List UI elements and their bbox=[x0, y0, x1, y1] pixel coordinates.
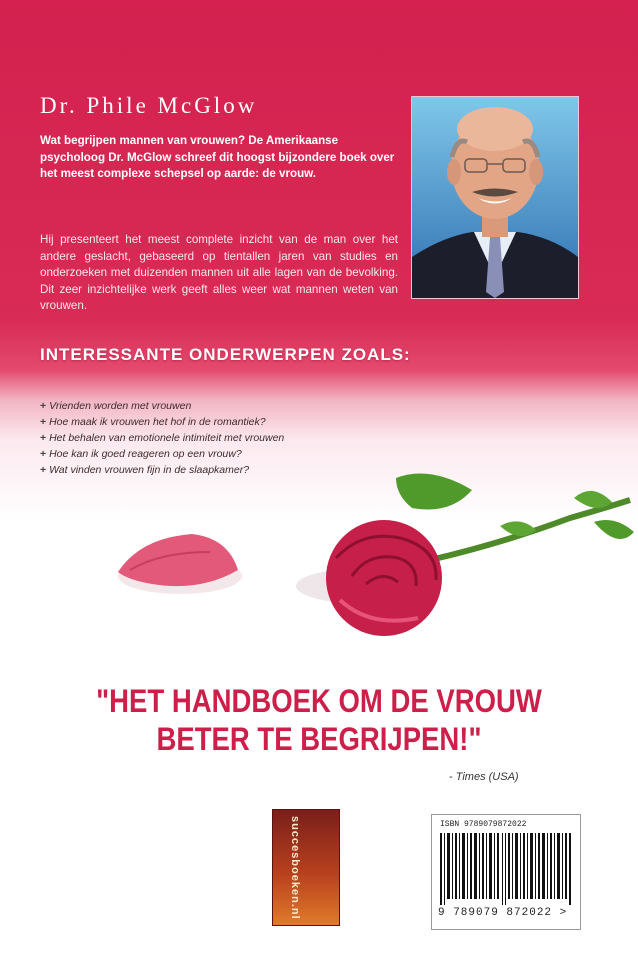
description-paragraph: Hij presenteert het meest complete inzicht van de man over het andere geslacht, gebaseerd op tientallen jaren van studies en onderzoeken met duizenden mannen uit alle lagen van de bevolking. Dit zeer inzichtelijke werk geeft alles weer wat mannen weten van vrouwen. bbox=[40, 233, 398, 312]
topic-item: + Het behalen van emotionele intimiteit met vrouwen bbox=[40, 430, 284, 446]
rose-illustration bbox=[100, 460, 638, 660]
isbn-number: 9 789079 872022 > bbox=[438, 907, 568, 919]
topic-item: + Wat vinden vrouwen fijn in de slaapkamer? bbox=[40, 462, 284, 478]
quote-source-prefix: - bbox=[449, 771, 456, 783]
author-photo bbox=[411, 96, 579, 299]
topic-item: + Hoe maak ik vrouwen het hof in de romantiek? bbox=[40, 414, 284, 430]
quote-source-name: Times (USA) bbox=[455, 771, 519, 783]
isbn-barcode bbox=[431, 814, 581, 930]
topic-item: + Vrienden worden met vrouwen bbox=[40, 398, 284, 414]
quote-line: "HET HANDBOEK OM DE VROUW bbox=[96, 683, 542, 719]
topic-item: + Hoe kan ik goed reageren op een vrouw? bbox=[40, 446, 284, 462]
barcode-bars bbox=[440, 833, 572, 905]
quote-source bbox=[449, 771, 519, 783]
topics-heading: INTERESSANTE ONDERWERPEN ZOALS: bbox=[40, 345, 411, 364]
quote-line: BETER TE BEGRIJPEN!" bbox=[156, 721, 482, 757]
author-name: Dr. Phile McGlow bbox=[40, 93, 258, 118]
publisher-logo bbox=[272, 809, 340, 926]
review-quote bbox=[45, 682, 594, 758]
intro-paragraph: Wat begrijpen mannen van vrouwen? De Amerikaanse psycholoog Dr. McGlow schreef dit hoogst bijzondere boek over het meest complexe schepsel op aarde: de vrouw. bbox=[40, 134, 395, 180]
publisher-name: succesboeken.nl bbox=[289, 816, 301, 920]
isbn-label: ISBN 9789079872022 bbox=[440, 820, 527, 829]
